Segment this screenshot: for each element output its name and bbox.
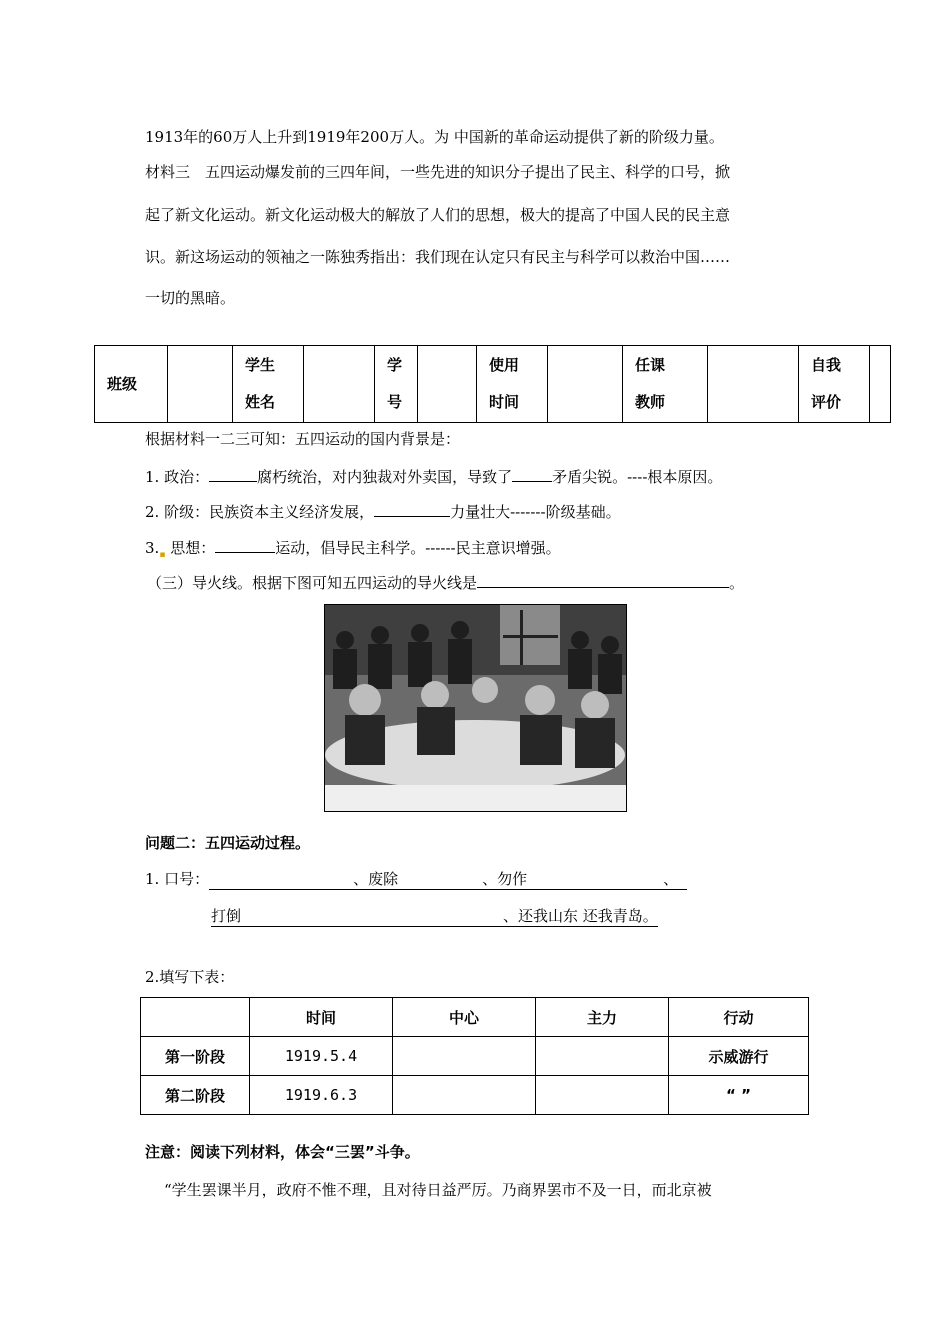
action-cell: 示威游行 <box>669 1037 809 1076</box>
main-force-cell[interactable] <box>536 1076 669 1115</box>
edit-mark: ▪ <box>159 550 166 560</box>
stage-cell: 第二阶段 <box>141 1076 250 1115</box>
name-field[interactable] <box>304 346 375 423</box>
header-cell: 主力 <box>536 998 669 1037</box>
self-eval-label: 自我 评价 <box>799 346 870 423</box>
background-intro: 根据材料一二三可知：五四运动的国内背景是： <box>145 430 461 448</box>
header-cell: 中心 <box>393 998 536 1037</box>
paragraph-line: 识。新这场运动的领袖之一陈独秀指出：我们现在认定只有民主与科学可以救治中国…… <box>145 248 731 266</box>
table-header-row <box>141 998 809 1037</box>
politics-line: 1. 政治： 腐朽统治，对内独裁对外卖国，导致了 矛盾尖锐。----根本原因。 <box>145 465 722 487</box>
student-info-table <box>94 345 891 423</box>
class-label: 班级 <box>95 346 168 423</box>
time-field[interactable] <box>548 346 623 423</box>
id-field[interactable] <box>418 346 477 423</box>
action-cell[interactable]: “ ” <box>669 1076 809 1115</box>
paragraph-line: 材料三 五四运动爆发前的三四年间，一些先进的知识分子提出了民主、科学的口号，掀 <box>145 163 731 181</box>
header-cell <box>141 998 250 1037</box>
slogan-line-2: 打倒 、还我山东 还我青岛。 <box>211 907 658 925</box>
time-label: 使用 时间 <box>477 346 548 423</box>
self-eval-field[interactable] <box>870 346 891 423</box>
note-title: 注意：阅读下列材料，体会“三罢”斗争。 <box>145 1143 420 1161</box>
center-cell[interactable] <box>393 1076 536 1115</box>
historical-photo-illustration <box>325 605 626 811</box>
table-row <box>141 1076 809 1115</box>
id-label: 学 号 <box>375 346 418 423</box>
movement-stages-table <box>140 997 809 1115</box>
answer-blank[interactable] <box>209 868 353 884</box>
question-two-title: 问题二：五四运动过程。 <box>145 834 311 852</box>
teacher-field[interactable] <box>708 346 799 423</box>
paragraph-line: 起了新文化运动。新文化运动极大的解放了人们的思想，极大的提高了中国人民的民主意 <box>145 206 731 224</box>
thought-line: $3._▪$ 思想： 运动，倡导民主科学。------民主意识增强。 <box>145 536 561 565</box>
center-cell[interactable] <box>393 1037 536 1076</box>
paris-peace-conference-photo <box>324 604 627 812</box>
answer-blank[interactable] <box>512 465 552 482</box>
answer-blank[interactable] <box>215 536 275 553</box>
stage-cell: 第一阶段 <box>141 1037 250 1076</box>
header-cell: 时间 <box>250 998 393 1037</box>
answer-blank[interactable] <box>374 500 450 517</box>
paragraph-line: 一切的黑暗。 <box>145 289 236 307</box>
paragraph-line: 1913年的60万人上升到1919年200万人。为 中国新的革命运动提供了新的阶级力量。 <box>145 128 724 146</box>
note-quote: “学生罢课半月，政府不惟不理，且对待日益严厉。乃商界罢市不及一日，而北京被 <box>164 1181 712 1199</box>
date-cell: 1919.6.3 <box>250 1076 393 1115</box>
answer-blank[interactable] <box>209 465 257 482</box>
date-cell: 1919.5.4 <box>250 1037 393 1076</box>
answer-blank[interactable] <box>477 571 729 588</box>
name-label: 学生 姓名 <box>233 346 304 423</box>
class-field[interactable] <box>168 346 233 423</box>
fill-table-instruction: 2.填写下表： <box>145 968 235 986</box>
fuse-line: （三）导火线。根据下图可知五四运动的导火线是 。 <box>147 571 744 593</box>
class-force-line: 2. 阶级：民族资本主义经济发展， 力量壮大-------阶级基础。 <box>145 500 621 522</box>
answer-blank[interactable] <box>241 905 503 921</box>
slogan-line-1: 1. 口号： 、废除 、勿作 、 <box>145 868 687 890</box>
answer-blank[interactable] <box>398 868 482 884</box>
table-row <box>141 1037 809 1076</box>
teacher-label: 任课 教师 <box>623 346 708 423</box>
main-force-cell[interactable] <box>536 1037 669 1076</box>
header-cell: 行动 <box>669 998 809 1037</box>
answer-blank[interactable] <box>527 868 663 884</box>
